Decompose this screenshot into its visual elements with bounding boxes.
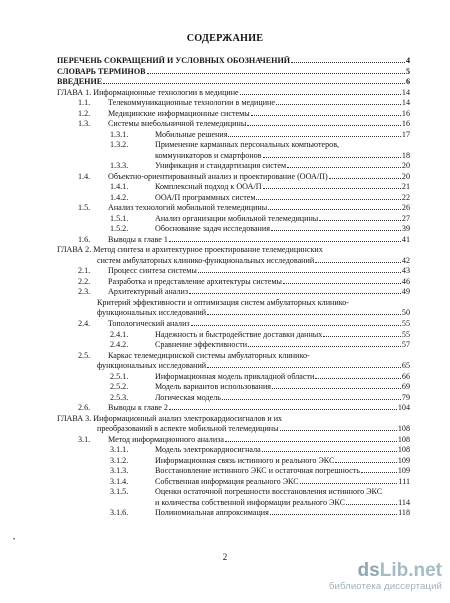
toc-entry-line (57, 414, 410, 423)
toc-entry-number: 1.4.2. (110, 192, 129, 202)
toc-entry-title: Выводы к главе 2 (108, 403, 168, 413)
toc-leader-dots (319, 220, 401, 221)
toc-entry-title: Анализ технологий мобильной телемедицины (108, 203, 268, 213)
toc-entry-title: функциональных исследований (97, 308, 207, 318)
toc-entry (110, 477, 410, 486)
toc-entry-page: 42 (401, 255, 410, 265)
toc-entry (78, 203, 410, 212)
toc-entry-page: 41 (401, 234, 410, 244)
toc-leader-dots (300, 483, 398, 484)
toc-entry-page: 16 (401, 119, 410, 129)
toc-leader-dots (103, 83, 405, 84)
toc-leader-dots (276, 104, 401, 105)
toc-entry-page: 50 (401, 308, 410, 318)
toc-entry-title: Надежность и быстродействие доставки данных (155, 329, 323, 339)
toc-entry-line (57, 245, 410, 254)
toc-entry (57, 67, 410, 76)
toc-entry-page: 18 (401, 150, 410, 160)
toc-entry-page: 57 (401, 340, 410, 350)
toc-entry-page: 108 (397, 445, 410, 455)
toc-entry-page: 118 (398, 508, 410, 518)
toc-leader-dots (323, 336, 401, 337)
toc-entry-number: 2.4. (78, 319, 91, 328)
toc-entry-page: 4 (405, 56, 410, 65)
toc-entry-title: Унификация и стандартизация систем (155, 161, 287, 171)
toc-entry-page: 21 (401, 182, 410, 192)
toc-leader-dots (280, 430, 397, 431)
toc-entry-page: 111 (398, 476, 410, 486)
toc-entry-title: Системы внебольничной телемедицины (108, 119, 247, 129)
toc-entry-page: 14 (401, 98, 410, 108)
toc-entry-page: 66 (401, 371, 410, 381)
toc-entry-title: Сравнение эффективности (155, 340, 248, 350)
toc-entry-line (97, 298, 410, 307)
toc-leader-dots (329, 178, 401, 179)
toc-leader-dots (248, 346, 401, 347)
toc-entry-title: ГЛАВА 3. Информационный анализ электрокардиосигналов и их (57, 413, 283, 423)
toc-entry-title: Выводы к главе 1 (108, 234, 168, 244)
toc-entry-title: Собственная информация реального ЭКС (155, 476, 299, 486)
toc-entry-number: 3.1.6. (110, 508, 129, 518)
toc-entry-number: 3.1.1. (110, 445, 129, 455)
toc-leader-dots (263, 157, 401, 158)
toc-entry-page: 108 (397, 424, 410, 434)
toc-entry-page: 20 (401, 171, 410, 181)
toc-entry-title: СЛОВАРЬ ТЕРМИНОВ (57, 66, 146, 76)
toc-entry (57, 56, 410, 65)
toc-leader-dots (315, 262, 401, 263)
toc-entry-number: 3.1. (78, 434, 91, 444)
toc-leader-dots (189, 293, 401, 294)
toc-entry-page: 6 (405, 77, 410, 87)
toc-entry-number: 1.3.1. (110, 129, 129, 139)
toc-leader-dots (291, 62, 405, 63)
toc-entry-number: 2.4.2. (110, 340, 129, 350)
toc-entry-page: 46 (401, 276, 410, 286)
toc-entry (110, 161, 410, 170)
toc-entry-title: Телекоммуникационные технологии в медицине (108, 98, 275, 108)
page-title: СОДЕРЖАНИЕ (186, 33, 264, 44)
toc-entry-page: 14 (401, 87, 410, 97)
toc-entry-line (78, 351, 410, 360)
toc-entry (57, 88, 410, 97)
toc-entry (78, 235, 410, 244)
toc-entry-number: 2.5.1. (110, 371, 129, 381)
toc-entry-title: ООА/П программных систем (155, 192, 256, 202)
toc-entry-number: 2.2. (78, 276, 91, 286)
toc-entry-number: 3.1.2. (110, 455, 129, 465)
toc-leader-dots (207, 314, 401, 315)
toc-entry (78, 403, 410, 412)
toc-entry (78, 319, 410, 328)
toc-entry (155, 498, 410, 507)
toc-entry-title: Процесс синтеза системы (108, 266, 197, 276)
toc-entry-title: Модель электрокардиосигнала (155, 445, 261, 455)
toc-entry-line (110, 140, 410, 149)
toc-entry-page: 49 (401, 287, 410, 297)
toc-entry-number: 2.6. (78, 403, 91, 413)
toc-leader-dots (335, 462, 396, 463)
toc-entry-title: ПЕРЕЧЕНЬ СОКРАЩЕНИЙ И УСЛОВНЫХ ОБОЗНАЧЕНИЙ (57, 56, 291, 65)
toc-entry-title: Метод информационного анализа (108, 434, 224, 444)
toc-leader-dots (268, 209, 401, 210)
watermark (329, 561, 442, 592)
toc-entry-title: Комплексный подход к ООА/П (155, 182, 262, 192)
toc-entry (78, 287, 410, 296)
toc-entry-page: 26 (401, 203, 410, 213)
toc-leader-dots (251, 115, 401, 116)
page-number: 2 (222, 552, 228, 562)
toc-entry-number: 3.1.5. (110, 487, 129, 497)
toc-entry (110, 330, 410, 339)
toc-entry (97, 308, 410, 317)
toc-entry (78, 277, 410, 286)
toc-entry-page: 69 (401, 382, 410, 392)
toc-leader-dots (346, 504, 397, 505)
toc-entry-title: Объектно-ориентированный анализ и проектирование (ООА/П) (108, 171, 328, 181)
toc-entry-title: ВВЕДЕНИЕ (57, 77, 103, 87)
toc-entry-page: 17 (401, 129, 410, 139)
toc-entry-page: 5 (405, 66, 410, 76)
toc-leader-dots (225, 441, 397, 442)
toc-leader-dots (247, 125, 401, 126)
toc-entry-title: Восстановление истинного ЭКС и остаточная погрешность (155, 466, 360, 476)
toc-entry-page: 27 (401, 213, 410, 223)
toc-entry (110, 214, 410, 223)
toc-entry-page: 104 (397, 403, 410, 413)
toc-entry-number: 2.1. (78, 266, 91, 276)
toc-entry-number: 2.5.3. (110, 392, 129, 402)
toc-leader-dots (361, 472, 397, 473)
toc-entry (110, 466, 410, 475)
toc-entry (78, 119, 410, 128)
toc-entry-page: 109 (397, 466, 410, 476)
toc-entry (110, 340, 410, 349)
toc-entry-page: 22 (401, 192, 410, 202)
toc-entry-number: 1.1. (78, 98, 91, 108)
toc-entry-page: 43 (401, 266, 410, 276)
toc-entry-number: 1.5.2. (110, 224, 129, 234)
toc-entry-title: Мобильные решения (155, 129, 228, 139)
toc-entry (110, 393, 410, 402)
toc-entry-number: 3.1.3. (110, 466, 129, 476)
toc-entry (78, 435, 410, 444)
toc-entry (110, 182, 410, 191)
toc-entry-number: 1.3. (78, 119, 91, 129)
margin-mark: • (13, 537, 16, 543)
toc-entry-title: Обоснование задач исследования (155, 224, 270, 234)
toc-entry-number: 2.4.1. (110, 329, 129, 339)
toc-entry-page: 20 (401, 161, 410, 171)
toc-entry-page: 16 (401, 108, 410, 118)
toc-entry-title: Анализ организации мобильной телемедицины (155, 213, 319, 223)
toc-entry (110, 130, 410, 139)
toc-entry-title: Каркас телемедицинской системы амбулаторных клинико- (108, 350, 310, 360)
toc-entry-number: 1.5. (78, 203, 91, 213)
toc-leader-dots (262, 451, 397, 452)
toc-entry-title: Критерий эффективности и оптимизация систем амбулаторных клинико- (97, 297, 349, 307)
toc-entry-title: и количества собственной информации реального ЭКС (155, 497, 346, 507)
toc-entry-number: 2.5. (78, 350, 91, 360)
toc-entry (110, 193, 410, 202)
toc-entry-title: Оценки остаточной погрешности восстановления истинного ЭКС (155, 487, 383, 497)
toc-entry (78, 98, 410, 107)
toc-entry-title: ГЛАВА 2. Метод синтеза и архитектурное проектирование телемедицинских (57, 245, 323, 255)
toc-leader-dots (263, 188, 401, 189)
toc-entry-title: Применение карманных персональных компьютеров, (155, 140, 340, 150)
toc-leader-dots (287, 167, 401, 168)
toc-entry-title: преобразований в аспекте мобильной телемедицины (97, 424, 279, 434)
toc-entry-title: функциональных исследований (97, 361, 207, 371)
toc-entry-title: ГЛАВА 1. Информационные технологии в медицине (57, 87, 239, 97)
toc-entry-page: 39 (401, 224, 410, 234)
toc-entry-title: коммуникаторов и смартфонов (155, 150, 262, 160)
toc-entry (78, 109, 410, 118)
toc-entry-title: систем амбулаторных клинико-функциональных исследований (97, 255, 315, 265)
toc-entry (110, 508, 410, 517)
toc-entry-page: 114 (398, 497, 410, 507)
toc-leader-dots (198, 272, 401, 273)
toc-entry-number: 1.2. (78, 108, 91, 118)
toc-entry-line (110, 487, 410, 496)
toc-entry-number: 2.5.2. (110, 382, 129, 392)
toc-leader-dots (222, 399, 401, 400)
toc-entry-page: 65 (401, 361, 410, 371)
toc-entry-title: Разработка и представление архитектуры системы (108, 276, 282, 286)
toc-entry-page: 108 (397, 434, 410, 444)
toc-leader-dots (207, 367, 401, 368)
toc-entry-title: Медицинские информационные системы (108, 108, 250, 118)
toc-entry-number: 1.4. (78, 171, 91, 181)
toc-entry (78, 172, 410, 181)
toc-leader-dots (191, 325, 401, 326)
watermark-logo (329, 561, 442, 581)
toc-entry (110, 456, 410, 465)
toc-leader-dots (272, 388, 401, 389)
toc-leader-dots (270, 514, 397, 515)
toc-entry-number: 1.3.3. (110, 161, 129, 171)
toc-entry-title: Модель вариантов использования (155, 382, 272, 392)
toc-entry-number: 2.3. (78, 287, 91, 297)
toc-entry-number: 1.3.2. (110, 140, 129, 150)
toc-leader-dots (240, 94, 401, 95)
toc-entry-title: Архитектурный анализ (108, 287, 189, 297)
toc-leader-dots (256, 199, 400, 200)
toc-entry-number: 1.5.1. (110, 213, 129, 223)
toc-entry-title: Логическая модель (155, 392, 221, 402)
toc-entry-page: 55 (401, 329, 410, 339)
watermark-logo-ds: ds (357, 560, 380, 581)
toc-entry-page: 55 (401, 319, 410, 328)
toc-entry (97, 256, 410, 265)
toc-leader-dots (271, 230, 401, 231)
toc-entry-title: Топологический анализ (108, 319, 190, 328)
toc-entry-page: 109 (397, 455, 410, 465)
toc-entry (97, 424, 410, 433)
toc-leader-dots (283, 283, 401, 284)
toc-entry-page: 79 (401, 392, 410, 402)
toc-entry (110, 445, 410, 454)
toc-entry-number: 1.4.1. (110, 182, 129, 192)
watermark-logo-lib: Lib.net (379, 560, 442, 581)
toc-entry (110, 372, 410, 381)
toc-leader-dots (315, 378, 401, 379)
toc-entry-number: 3.1.4. (110, 476, 129, 486)
toc-entry (110, 224, 410, 233)
toc-entry (110, 382, 410, 391)
toc-entry-number: 1.6. (78, 234, 91, 244)
watermark-subtitle: библиотека диссертаций (328, 581, 442, 592)
toc-leader-dots (147, 73, 405, 74)
toc-entry (78, 266, 410, 275)
toc-leader-dots (228, 136, 400, 137)
toc-entry-title: Информационная модель прикладной области (155, 371, 315, 381)
toc-entry-title: Полиномиальная аппроксимация (155, 508, 269, 518)
toc-entry (57, 77, 410, 86)
toc-leader-dots (169, 241, 401, 242)
toc-entry (155, 151, 410, 160)
toc-entry-title: Информационная связь истинного и реального ЭКС (155, 455, 335, 465)
toc-leader-dots (169, 409, 397, 410)
toc-entry (97, 361, 410, 370)
